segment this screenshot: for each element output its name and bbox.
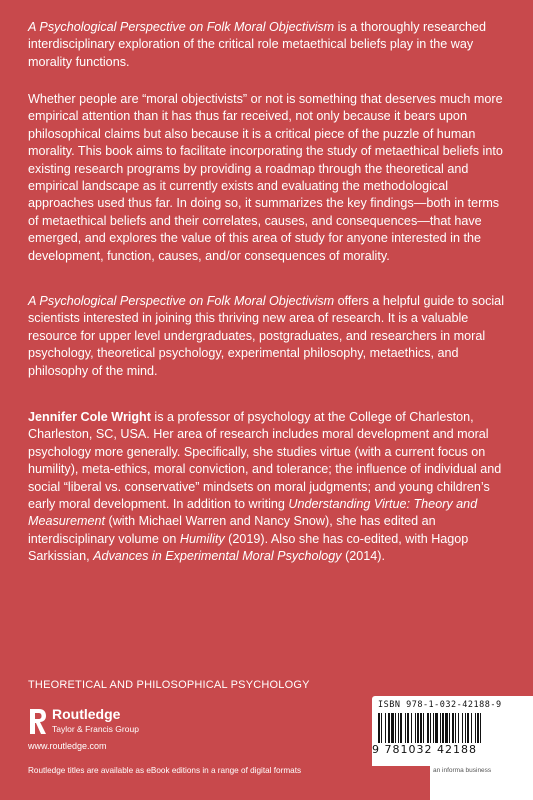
author-name: Jennifer Cole Wright (28, 410, 151, 424)
blurb-paragraph-3 (28, 293, 510, 380)
book-title: Understanding Virtue: Theory and Measurement (28, 497, 478, 529)
barcode-digits: 9 781032 42188 (372, 743, 477, 756)
book-title: Humility (179, 531, 225, 546)
publisher-name: Routledge (52, 706, 121, 722)
isbn-label: ISBN 978-1-032-42188-9 (378, 700, 502, 710)
author-bio: Jennifer Cole Wright is a professor of psychology at the College of Charleston, Charleston, SC, USA. Her area of research includes moral development and moral psychology more generally. Specifically, she studies virtue (with a current focus on humility), meta-ethics, moral conviction, and tolerance; the influence of individual and social “liberal vs. conservative” mindsets on moral judgments; and young children’s early moral development. In addition to writing Understanding Virtue: Theory and Measurement (with Michael Warren and Nancy Snow), she has edited an interdisciplinary volume on Humility (2019). Also she has co-edited, with Hagop Sarkissian, Advances in Experimental Moral Psychology (2014). (28, 410, 502, 564)
ebook-note: Routledge titles are available as eBook editions in a range of digital formats (28, 766, 302, 775)
publisher-group: Taylor & Francis Group (52, 724, 139, 734)
book-title: A Psychological Perspective on Folk Moral Objectivism (28, 294, 335, 308)
routledge-r-icon (28, 708, 48, 736)
blurb-text: is a thoroughly researched interdisciplinary exploration of the critical role metaethical beliefs play in the way morality functions. (28, 20, 487, 69)
book-title: A Psychological Perspective on Folk Moral Objectivism (28, 20, 335, 34)
barcode-bars-icon (378, 713, 533, 743)
blurb-text: offers a helpful guide to social scientists interested in joining this thriving new area of research. It is a valuable resource for upper level undergraduates, postgraduates, and researchers in moral psychology, theoretical psychology, experimental philosophy, metaethics, and philosophy of the mind. (28, 294, 504, 378)
publisher-website[interactable]: www.routledge.com (28, 741, 107, 751)
blurb-paragraph-2: Whether people are “moral objectivists” or not is something that deserves much more empirical attention than it has thus far received, not only because it bears upon philosophical claims but also because it is a critical piece of the puzzle of human morality. This book aims to facilitate incorporating the study of metaethical beliefs into existing research programs by providing a roadmap through the theoretical and empirical landscape as it currently exists and evaluating the methodological approaches used thus far. In doing so, it summarizes the key findings—both in terms of metaethical beliefs and their correlates, causes, and consequences—that have emerged, and explores the value of this area of study for anyone interested in the development, function, causes, and/or consequences of morality. (28, 92, 503, 263)
imprint-label: an informa business (430, 766, 533, 800)
book-title: Advances in Experimental Moral Psychology (93, 549, 342, 564)
isbn-barcode (372, 696, 533, 766)
blurb-paragraph-1 (28, 19, 510, 71)
series-name: THEORETICAL AND PHILOSOPHICAL PSYCHOLOGY (28, 679, 310, 691)
